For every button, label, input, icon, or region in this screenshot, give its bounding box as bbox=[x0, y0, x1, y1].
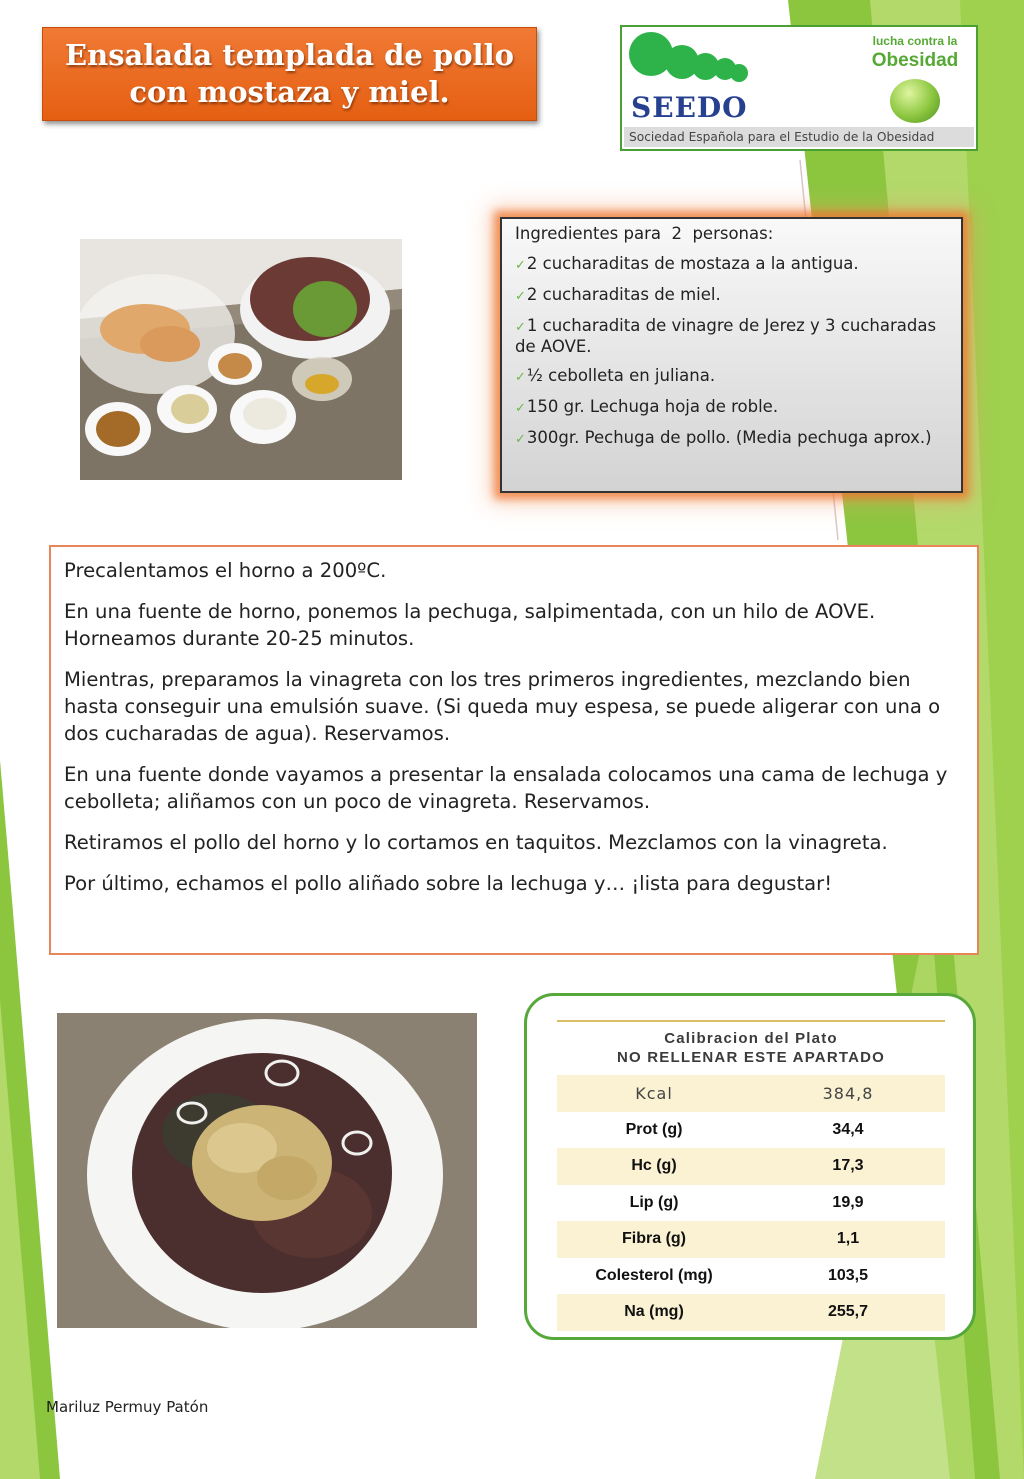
ingredients-header: Ingredientes para 2 personas: bbox=[515, 224, 774, 243]
ingredient-text: ½ cebolleta en juliana. bbox=[526, 366, 716, 385]
nutrient-value: 19,9 bbox=[832, 1193, 864, 1211]
ingredient-text: 2 cucharaditas de miel. bbox=[526, 285, 721, 304]
seedo-circle-5 bbox=[730, 64, 748, 82]
list-item bbox=[515, 285, 951, 306]
recipe-title-banner bbox=[42, 27, 537, 121]
nutrient-value: 384,8 bbox=[751, 1075, 945, 1112]
table-row bbox=[557, 1294, 945, 1331]
preparation-steps bbox=[49, 545, 979, 955]
nutrient-value: 103,5 bbox=[827, 1266, 869, 1284]
finished-dish-photo bbox=[57, 1013, 477, 1328]
list-item bbox=[515, 254, 951, 275]
ingredients-list bbox=[515, 254, 951, 449]
ingredients-box bbox=[500, 217, 963, 493]
step-paragraph: Retiramos el pollo del horno y lo cortamos en taquitos. Mezclamos con la vinagreta. bbox=[64, 831, 888, 854]
table-row bbox=[557, 1075, 945, 1112]
table-row bbox=[557, 1185, 945, 1222]
table-row bbox=[557, 1258, 945, 1295]
list-item bbox=[515, 397, 951, 418]
list-item bbox=[515, 428, 951, 449]
ingredient-text: 150 gr. Lechuga hoja de roble. bbox=[526, 397, 779, 416]
ingredient-text: 2 cucharaditas de mostaza a la antigua. bbox=[526, 254, 859, 273]
seedo-logo bbox=[620, 25, 978, 151]
apple-logo bbox=[890, 79, 940, 123]
step-paragraph: Mientras, preparamos la vinagreta con los tres primeros ingredientes, mezclando bien hasta conseguir una emulsión suave. (Si queda muy espesa, se puede aligerar con una o dos cucharadas de agua). Reservamos. bbox=[64, 668, 941, 745]
calibration-subtitle: NO RELLENAR ESTE APARTADO bbox=[616, 1049, 886, 1066]
nutrient-value: 34,4 bbox=[832, 1120, 864, 1138]
plate-calibration-card bbox=[524, 993, 976, 1340]
logo-slogan-top: lucha contra la bbox=[872, 34, 958, 48]
nutrient-label: Lip (g) bbox=[629, 1193, 679, 1211]
ingredients-photo bbox=[80, 239, 402, 480]
checkmark-icon: ✓ bbox=[515, 320, 526, 335]
nutrient-label: Colesterol (mg) bbox=[595, 1266, 713, 1284]
calibration-header-row bbox=[557, 1021, 945, 1075]
checkmark-icon: ✓ bbox=[515, 432, 526, 447]
table-row bbox=[557, 1112, 945, 1149]
nutrient-label: Hc (g) bbox=[557, 1148, 751, 1185]
author-name: Mariluz Permuy Patón bbox=[46, 1398, 209, 1416]
checkmark-icon: ✓ bbox=[515, 258, 526, 273]
logo-name: SEEDO bbox=[631, 91, 748, 124]
checkmark-icon: ✓ bbox=[515, 401, 526, 416]
list-item bbox=[515, 366, 951, 387]
step-paragraph: Precalentamos el horno a 200ºC. bbox=[64, 559, 387, 582]
step-paragraph: Por último, echamos el pollo aliñado sobre la lechuga y… ¡lista para degustar! bbox=[64, 872, 833, 895]
logo-subtitle: Sociedad Española para el Estudio de la Obesidad bbox=[624, 127, 974, 147]
logo-slogan-main: Obesidad bbox=[871, 50, 959, 71]
table-row bbox=[557, 1221, 945, 1258]
nutrient-label: Na (mg) bbox=[557, 1294, 751, 1331]
calibration-title: Calibracion del Plato bbox=[664, 1030, 838, 1047]
nutrient-value: 1,1 bbox=[751, 1221, 945, 1258]
calibration-table bbox=[557, 1020, 945, 1331]
nutrient-label: Prot (g) bbox=[625, 1120, 683, 1138]
nutrient-label: Kcal bbox=[557, 1075, 751, 1112]
ingredient-text: 300gr. Pechuga de pollo. (Media pechuga aprox.) bbox=[526, 428, 932, 447]
ingredient-text: 1 cucharadita de vinagre de Jerez y 3 cucharadas de AOVE. bbox=[515, 316, 937, 356]
checkmark-icon: ✓ bbox=[515, 370, 526, 385]
step-paragraph: En una fuente donde vayamos a presentar la ensalada colocamos una cama de lechuga y cebolleta; aliñamos con un poco de vinagreta. Reservamos. bbox=[64, 763, 948, 813]
step-paragraph: En una fuente de horno, ponemos la pechuga, salpimentada, con un hilo de AOVE. Horneamos durante 20-25 minutos. bbox=[64, 600, 876, 650]
calibration-header bbox=[557, 1021, 945, 1075]
nutrient-value: 255,7 bbox=[751, 1294, 945, 1331]
nutrient-label: Fibra (g) bbox=[557, 1221, 751, 1258]
list-item bbox=[515, 316, 951, 356]
table-row bbox=[557, 1148, 945, 1185]
recipe-title: Ensalada templada de pollo con mostaza y miel. bbox=[65, 38, 514, 109]
nutrient-value: 17,3 bbox=[751, 1148, 945, 1185]
checkmark-icon: ✓ bbox=[515, 289, 526, 304]
